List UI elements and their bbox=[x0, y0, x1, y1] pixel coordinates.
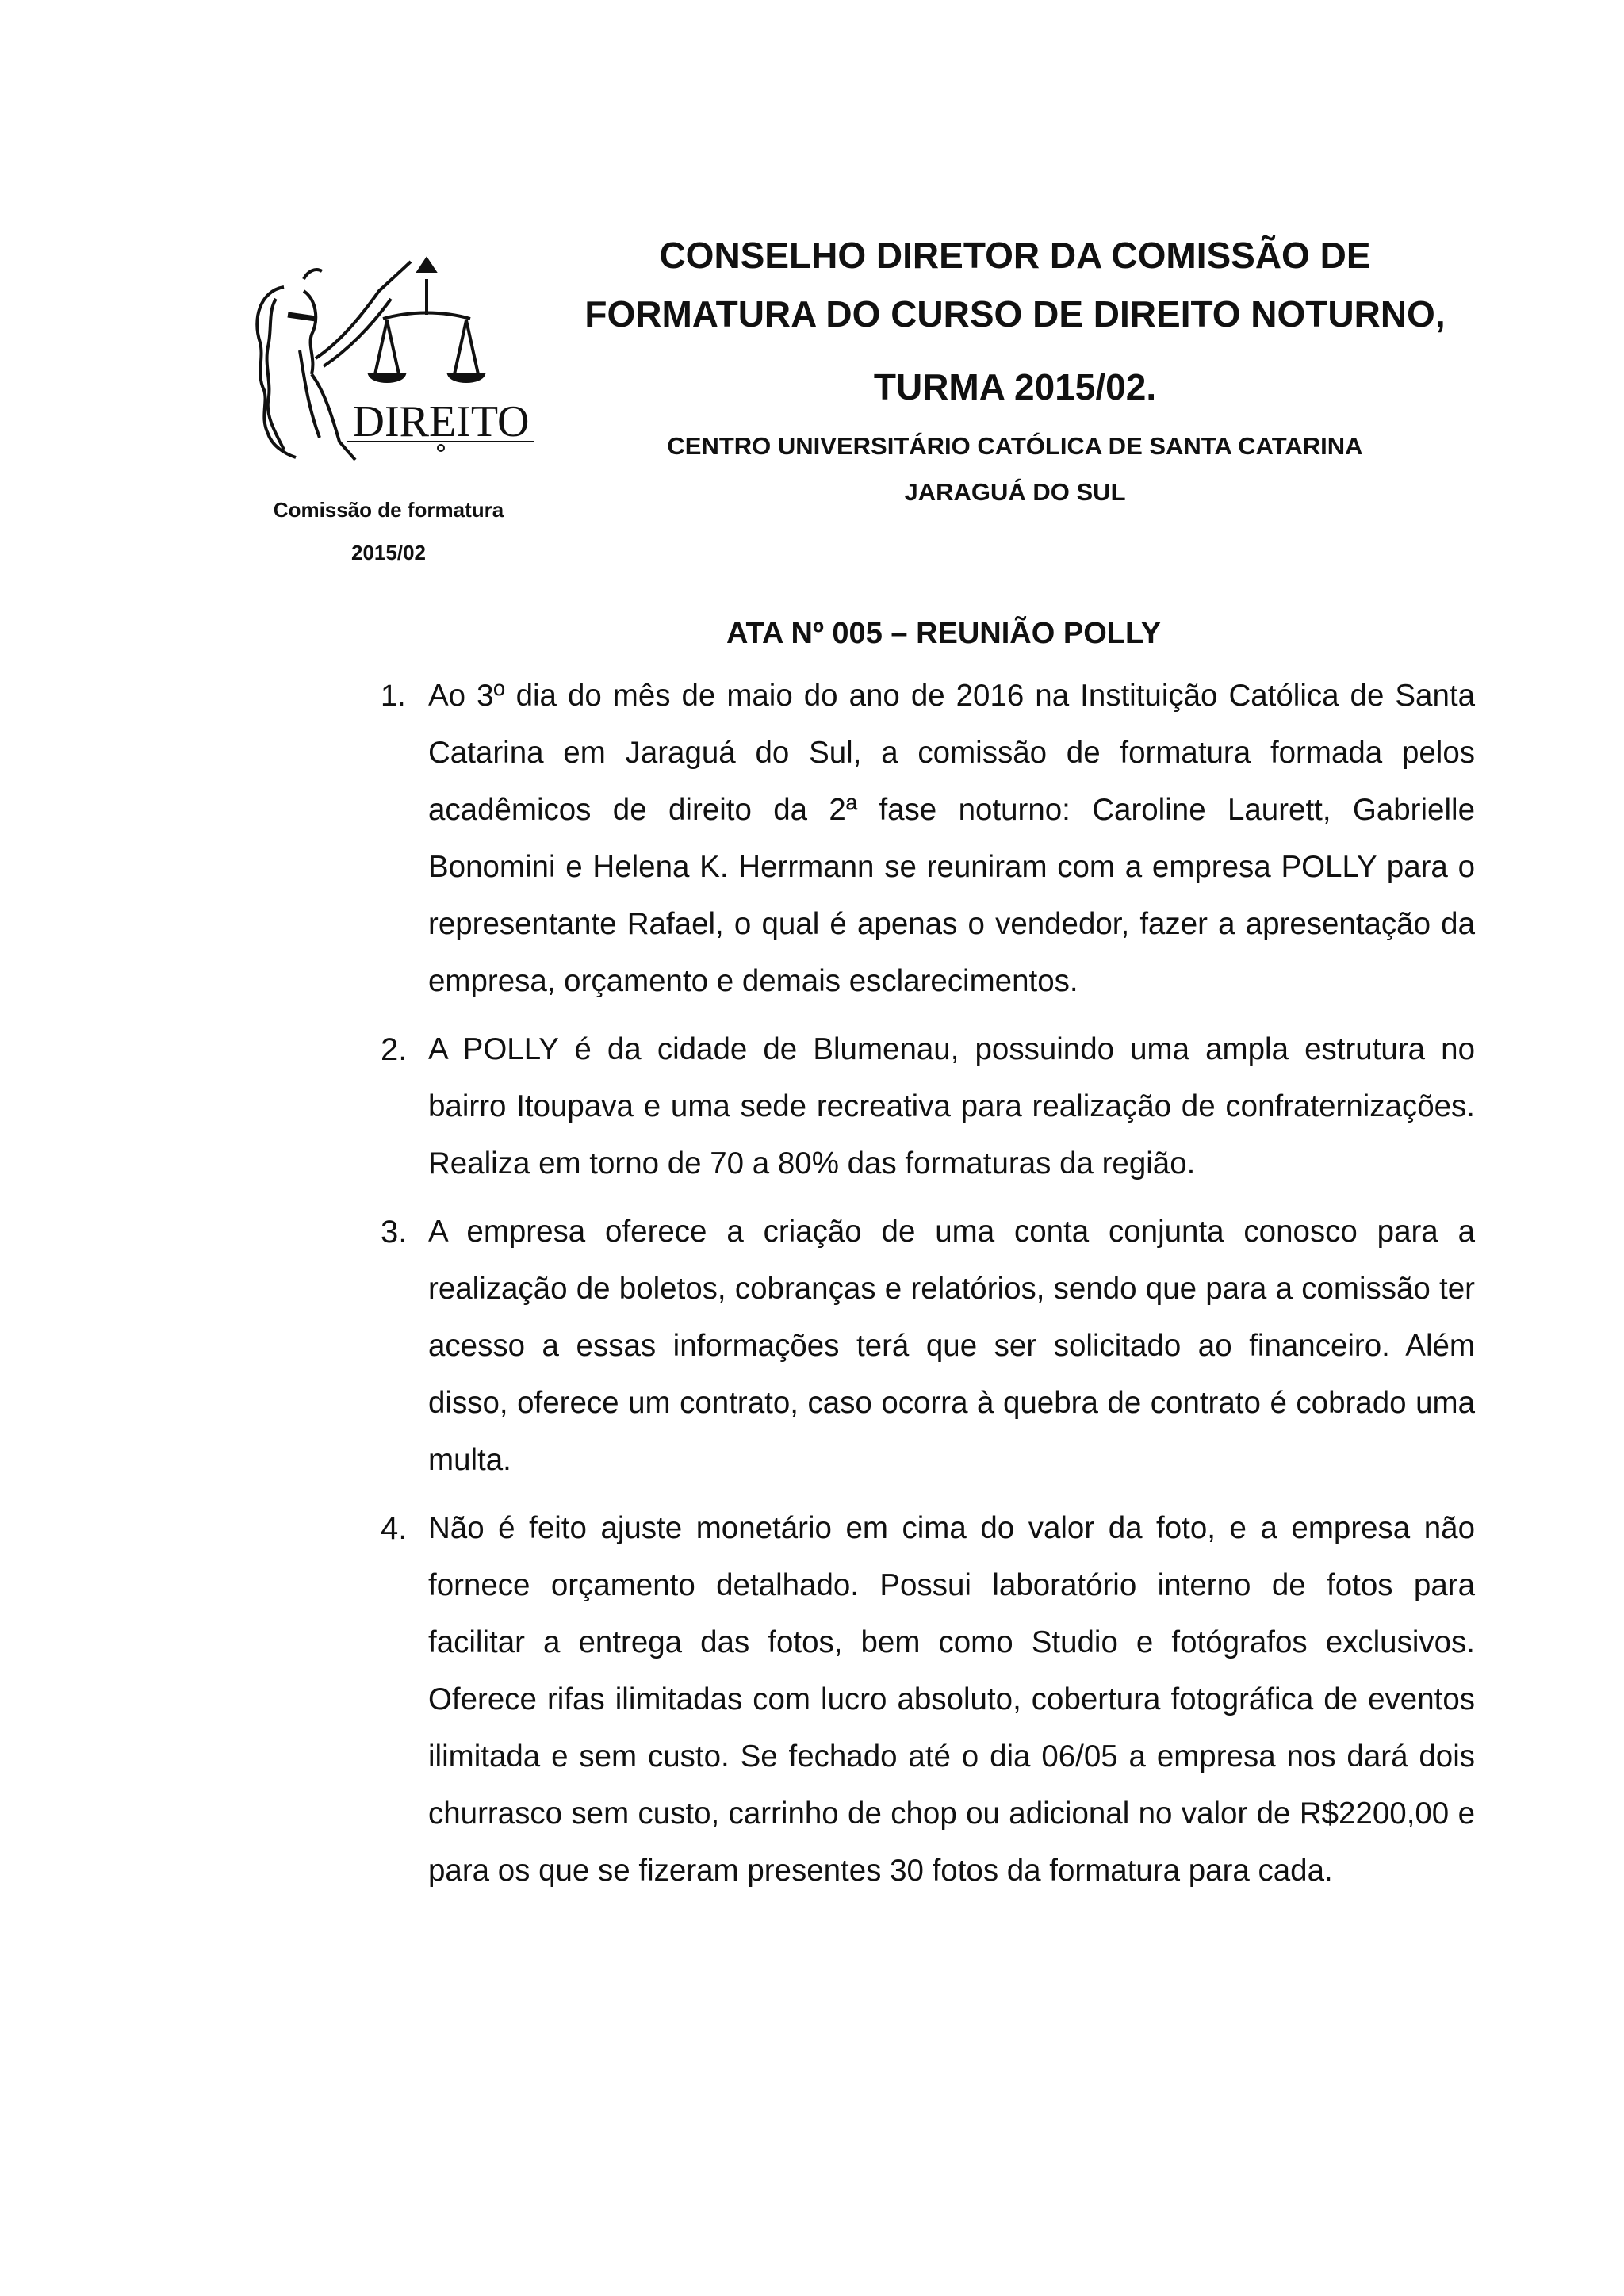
logo-caption-commission: Comissão de formatura bbox=[273, 498, 504, 522]
item-text: A empresa oferece a criação de uma conta conjunta conosco para a realização de boletos, cobranças e relatórios, sendo que para a comissão ter acesso a essas informações terá que ser solicitado ao financeiro. Além disso, oferece um contrato, caso ocorra à quebra de contrato é cobrado uma multa. bbox=[428, 1215, 1475, 1477]
item-number: 2. bbox=[381, 1032, 408, 1067]
list-item bbox=[373, 1021, 1475, 1192]
item-text: A POLLY é da cidade de Blumenau, possuindo uma ampla estrutura no bairro Itoupava e uma sede recreativa para realização de confraternizações. Realiza em torno de 70 a 80% das formaturas da região. bbox=[428, 1032, 1475, 1181]
item-text: Ao 3º dia do mês de maio do ano de 2016 na Instituição Católica de Santa Catarina em Jaraguá do Sul, a comissão de formatura formada pelos acadêmicos de direito da 2ª fase noturno: Caroline Laurett, Gabrielle Bonomini e Helena K. Herrmann se reuniram com a empresa POLLY para o representante Rafael, o qual é apenas o vendedor, fazer a apresentação da empresa, orçamento e demais esclarecimentos. bbox=[428, 679, 1475, 998]
header-institution: CENTRO UNIVERSITÁRIO CATÓLICA DE SANTA CATARINA bbox=[667, 432, 1363, 460]
item-text: Não é feito ajuste monetário em cima do valor da foto, e a empresa não fornece orçamento detalhado. Possui laboratório interno de fotos para facilitar a entrega das fotos, bem como Studio e fotógrafos exclusivos. Oferece rifas ilimitadas com lucro absoluto, cobertura fotográfica de eventos ilimitada e sem custo. Se fechado até o dia 06/05 a empresa nos dará dois churrasco sem custo, carrinho de chop ou adicional no valor de R$2200,00 e para os que se fizeram presentes 30 fotos da formatura para cada. bbox=[428, 1511, 1475, 1888]
list-item bbox=[373, 1500, 1475, 1900]
header-title-line-2: FORMATURA DO CURSO DE DIREITO NOTURNO, bbox=[584, 293, 1446, 335]
list-item bbox=[373, 668, 1475, 1010]
direito-logo bbox=[228, 255, 538, 469]
ata-title: ATA Nº 005 – REUNIÃO POLLY bbox=[726, 617, 1162, 650]
header-title-line-1: CONSELHO DIRETOR DA COMISSÃO DE bbox=[659, 235, 1371, 276]
header-city: JARAGUÁ DO SUL bbox=[904, 478, 1126, 506]
logo-caption-class: 2015/02 bbox=[351, 541, 426, 564]
item-number: 3. bbox=[381, 1215, 408, 1249]
header-title-line-3: TURMA 2015/02. bbox=[873, 366, 1157, 408]
lady-justice-scales-icon bbox=[228, 255, 538, 469]
list-item bbox=[373, 1203, 1475, 1489]
svg-text:DIREITO: DIREITO bbox=[352, 397, 530, 446]
item-number: 4. bbox=[381, 1511, 408, 1546]
minutes-list bbox=[373, 668, 1475, 1911]
item-number: 1. bbox=[381, 679, 406, 713]
